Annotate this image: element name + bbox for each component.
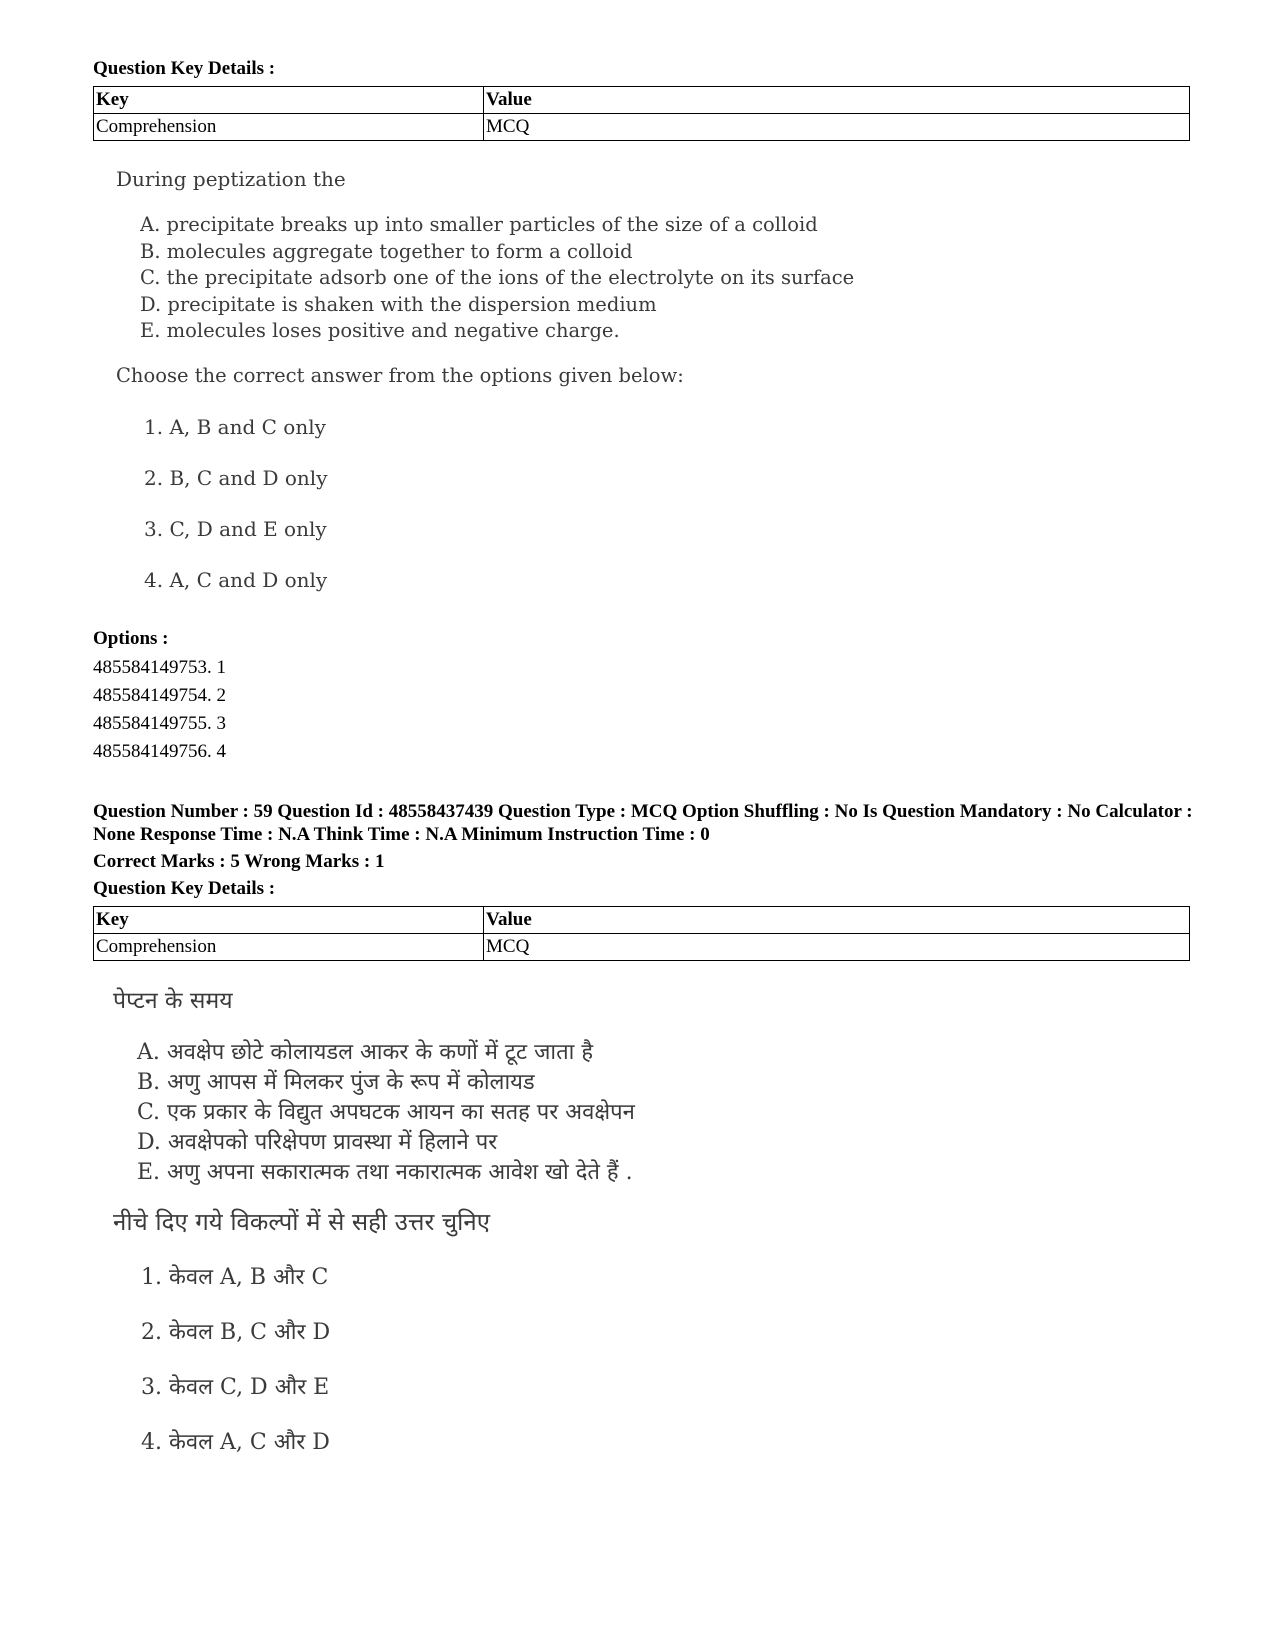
question-key-details-heading: Question Key Details :	[93, 58, 276, 79]
statement-item: C. the precipitate adsorb one of the ions of the electrolyte on its surface	[140, 266, 855, 289]
statement-item: E. अणु अपना सकारात्मक तथा नकारात्मक आवेश खो देते हैं .	[137, 1160, 633, 1185]
answer-choice: 2. केवल B, C और D	[141, 1320, 331, 1345]
question-stem: पेप्टन के समय	[113, 988, 233, 1014]
statement-item: D. precipitate is shaken with the dispersion medium	[140, 292, 657, 316]
answer-choice: 1. A, B and C only	[144, 414, 326, 439]
question-meta: Question Number : 59 Question Id : 48558437439 Question Type : MCQ Option Shuffling : No Is Question Mandatory : No Calculator : None Response Time : N.A Think Time : N.A Minimum Instruction Time : 0	[93, 801, 1193, 845]
table-header-value: Value	[484, 907, 1190, 934]
question-stem: During peptization the	[116, 167, 346, 191]
statement-item: D. अवक्षेपको परिक्षेपण प्रावस्था में हिलाने पर	[137, 1130, 498, 1155]
statement-item: B. अणु आपस में मिलकर पुंज के रूप में कोलायड	[137, 1070, 535, 1095]
statement-list	[137, 1038, 1013, 1188]
table-header-value: Value	[484, 87, 1190, 114]
question-marks: Correct Marks : 5 Wrong Marks : 1	[93, 851, 385, 872]
option-item: 485584149753. 1	[93, 657, 226, 678]
table-cell-value: MCQ	[484, 934, 1190, 961]
answer-choice: 4. केवल A, C और D	[141, 1430, 330, 1455]
answer-choice: 3. केवल C, D और E	[141, 1375, 330, 1400]
table-row	[94, 934, 1190, 961]
question-key-details-table	[93, 906, 1190, 961]
statement-item: C. एक प्रकार के विद्युत अपघटक आयन का सतह पर अवक्षेपन	[137, 1100, 635, 1125]
question-key-details-table	[93, 86, 1190, 141]
choose-instruction: नीचे दिए गये विकल्पों में से सही उत्तर चुनिए	[113, 1208, 490, 1236]
table-cell-key: Comprehension	[94, 934, 484, 961]
question-image-hindi	[113, 986, 1013, 1458]
table-cell-key: Comprehension	[94, 114, 484, 141]
option-item: 485584149754. 2	[93, 685, 226, 706]
answer-choice: 1. केवल A, B और C	[141, 1265, 329, 1290]
statement-item: A. अवक्षेप छोटे कोलायडल आकर के कणों में टूट जाता है	[137, 1040, 594, 1065]
table-header-row	[94, 907, 1190, 934]
answer-choice: 4. A, C and D only	[144, 567, 328, 592]
table-header-key: Key	[94, 907, 484, 934]
table-header-row	[94, 87, 1190, 114]
question-image-english	[116, 166, 1016, 593]
answer-choice: 2. B, C and D only	[144, 465, 328, 490]
option-item: 485584149755. 3	[93, 713, 226, 734]
options-list	[93, 654, 226, 766]
option-item: 485584149756. 4	[93, 741, 226, 762]
options-heading: Options :	[93, 628, 169, 649]
statement-item: B. molecules aggregate together to form a colloid	[140, 239, 633, 263]
statement-item: E. molecules loses positive and negative charge.	[140, 319, 620, 342]
statement-item: A. precipitate breaks up into smaller particles of the size of a colloid	[140, 213, 818, 236]
statement-list	[140, 212, 1016, 345]
table-row	[94, 114, 1190, 141]
choose-instruction: Choose the correct answer from the options given below:	[116, 363, 684, 387]
question-key-details-heading: Question Key Details :	[93, 878, 276, 899]
table-cell-value: MCQ	[484, 114, 1190, 141]
answer-choice: 3. C, D and E only	[144, 516, 327, 541]
table-header-key: Key	[94, 87, 484, 114]
